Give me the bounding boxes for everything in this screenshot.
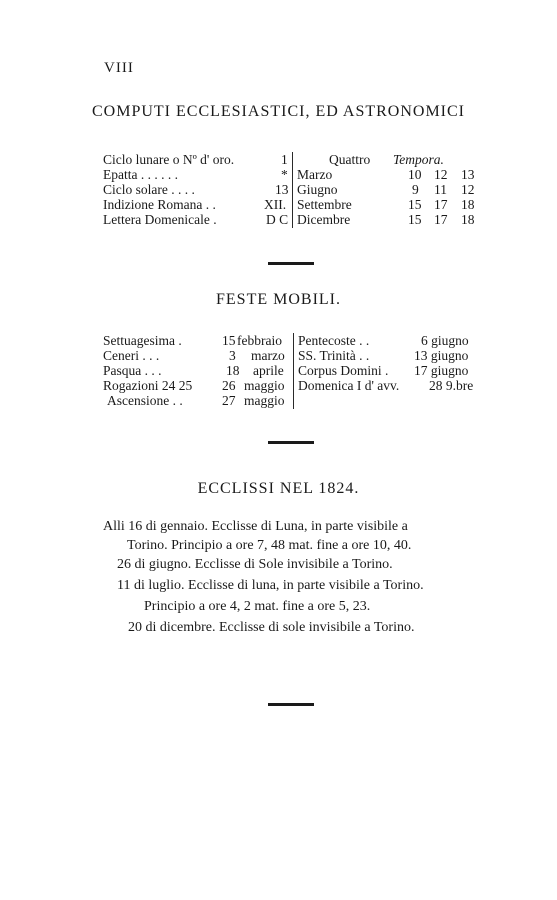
computi-row <box>103 167 483 182</box>
feste-table <box>103 333 488 408</box>
computi-row <box>103 197 483 212</box>
festa-name: Settuagesima . <box>103 333 182 348</box>
festa-name: SS. Trinità . . <box>298 348 370 363</box>
festa-date: 13 giugno <box>414 348 469 363</box>
computi-label: Indizione Romana . . <box>103 197 216 212</box>
festa-day: 27 <box>222 393 236 408</box>
festa-day: 18 <box>226 363 240 378</box>
festa-name: Pasqua . . . <box>103 363 162 378</box>
page-number: VIII <box>104 60 134 76</box>
computi-value: XII. <box>264 197 287 212</box>
computi-value: D C <box>266 212 289 227</box>
section-rule <box>268 262 314 265</box>
tempora-day: 10 <box>408 167 422 182</box>
computi-label: Ciclo solare . . . . <box>103 182 195 197</box>
computi-row <box>103 182 483 197</box>
tempora-day: 17 <box>434 212 448 227</box>
computi-row <box>103 212 483 227</box>
festa-name: Ceneri . . . <box>103 348 160 363</box>
festa-month: maggio <box>244 393 285 408</box>
festa-date: 17 giugno <box>414 363 469 378</box>
festa-date: 6 giugno <box>421 333 469 348</box>
ecclissi-line: 26 di giugno. Ecclisse di Sole invisibile a Torino. <box>117 557 393 572</box>
computi-value: * <box>281 167 288 182</box>
computi-value: 13 <box>275 182 289 197</box>
feste-row <box>103 333 488 348</box>
festa-day: 26 <box>222 378 236 393</box>
festa-month: aprile <box>253 363 284 378</box>
festa-day: 15 <box>222 333 236 348</box>
ecclissi-line: 11 di luglio. Ecclisse di luna, in parte visibile a Torino. <box>117 578 424 593</box>
tempora-day: 18 <box>461 197 475 212</box>
tempora-day: 18 <box>461 212 475 227</box>
computi-row <box>103 152 483 167</box>
feste-row <box>103 363 488 378</box>
festa-month: febbraio <box>237 333 282 348</box>
tempora-day: 12 <box>461 182 475 197</box>
feste-row <box>103 393 488 408</box>
tempora-day: 13 <box>461 167 475 182</box>
festa-day: 3 <box>229 348 236 363</box>
festa-name: Ascensione . . <box>107 393 183 408</box>
computi-table <box>103 152 483 227</box>
tempora-day: 17 <box>434 197 448 212</box>
ecclissi-line: 20 di dicembre. Ecclisse di sole invisibile a Torino. <box>128 620 415 635</box>
computi-heading: COMPUTI ECCLESIASTICI, ED ASTRONOMICI <box>91 103 465 120</box>
tempora-day: 15 <box>408 197 422 212</box>
quattro-label: Quattro <box>329 152 371 167</box>
tempora-day: 11 <box>434 182 447 197</box>
tempora-month: Dicembre <box>297 212 351 227</box>
festa-date: 28 9.bre <box>429 378 474 393</box>
feste-row <box>103 348 488 363</box>
festa-name: Pentecoste . . <box>298 333 370 348</box>
festa-month: marzo <box>251 348 285 363</box>
tempora-month: Marzo <box>297 167 333 182</box>
ecclissi-line: Principio a ore 4, 2 mat. fine a ore 5, 23. <box>144 599 371 614</box>
tempora-day: 15 <box>408 212 422 227</box>
computi-label: Ciclo lunare o Nº d' oro. <box>103 152 235 167</box>
festa-name: Corpus Domini . <box>298 363 389 378</box>
section-rule <box>268 703 314 706</box>
festa-name: Domenica I d' avv. <box>298 378 400 393</box>
tempora-month: Settembre <box>297 197 352 212</box>
feste-heading: FESTE MOBILI. <box>216 291 341 308</box>
ecclissi-line: Alli 16 di gennaio. Ecclisse di Luna, in parte visibile a <box>103 519 408 534</box>
section-rule <box>268 441 314 444</box>
festa-name: Rogazioni 24 25 <box>103 378 193 393</box>
computi-label: Epatta . . . . . . <box>103 167 178 182</box>
tempora-month: Giugno <box>297 182 338 197</box>
computi-value: 1 <box>281 152 288 167</box>
computi-label: Lettera Domenicale . <box>103 212 217 227</box>
tempora-day: 9 <box>412 182 419 197</box>
quattro-italic: Tempora. <box>393 152 444 167</box>
festa-month: maggio <box>244 378 285 393</box>
ecclissi-line: Torino. Principio a ore 7, 48 mat. fine a ore 10, 40. <box>127 538 412 553</box>
tempora-day: 12 <box>434 167 448 182</box>
ecclissi-heading: ECCLISSI NEL 1824. <box>197 480 360 497</box>
feste-row <box>103 378 488 393</box>
